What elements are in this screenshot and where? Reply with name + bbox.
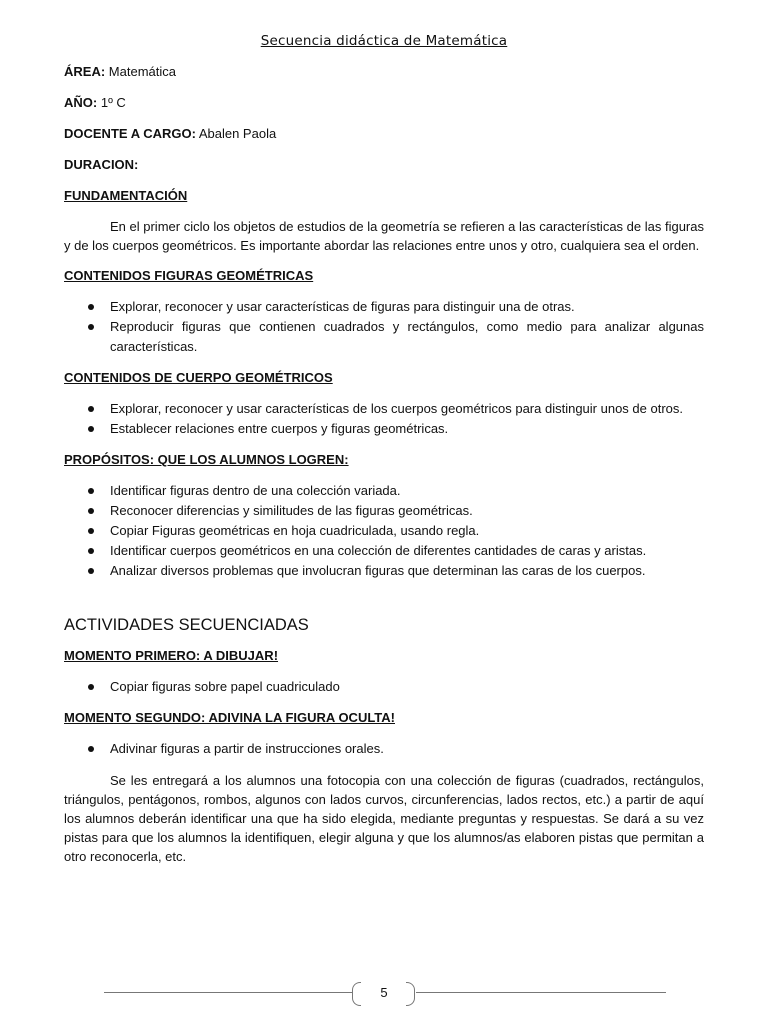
footer-rule-right	[416, 992, 666, 993]
list-item: Explorar, reconocer y usar características de los cuerpos geométricos para distinguir unos de otros.	[64, 399, 704, 419]
list-item: Adivinar figuras a partir de instrucciones orales.	[64, 739, 704, 759]
list-item: Identificar cuerpos geométricos en una colección de diferentes cantidades de caras y aristas.	[64, 541, 704, 561]
area-field	[64, 63, 704, 81]
area-value: Matemática	[108, 64, 176, 79]
contenidos-cuerpos-heading: CONTENIDOS DE CUERPO GEOMÉTRICOS	[64, 370, 333, 385]
momento-segundo-heading: MOMENTO SEGUNDO: ADIVINA LA FIGURA OCULTA!	[64, 710, 395, 725]
actividades-heading: ACTIVIDADES SECUENCIADAS	[64, 616, 309, 634]
fundamentacion-paragraph: En el primer ciclo los objetos de estudios de la geometría se refieren a las características de las figuras y de los cuerpos geométricos. Es importante abordar las relaciones entre unos y otro, cualquiera sea el orden.	[64, 219, 704, 253]
docente-field	[64, 125, 704, 143]
momento-segundo-paragraph: Se les entregará a los alumnos una fotocopia con una colección de figuras (cuadrados, rectángulos, triángulos, pentágonos, rombos, algunos con lados curvos, circunferencias, lados rectos, etc.) a partir de aquí los alumnos deberán identificar una que ha sido elegida, mediante preguntas y respuestas. Se dará a su vez pistas para que los alumnos la identifiquen, elegir alguna y que los alumnos/as elaboren pistas que permitan a otro reconocerla, etc.	[64, 773, 704, 864]
momento-segundo-list	[64, 739, 704, 759]
docente-value: Abalen Paola	[198, 126, 277, 141]
momento-primero-heading: MOMENTO PRIMERO: A DIBUJAR!	[64, 648, 279, 663]
contenidos-figuras-list	[64, 297, 704, 357]
document-body	[64, 30, 704, 878]
list-item: Copiar Figuras geométricas en hoja cuadriculada, usando regla.	[64, 521, 704, 541]
docente-label: DOCENTE A CARGO:	[64, 126, 196, 141]
footer-rule-left	[104, 992, 352, 993]
document-title: Secuencia didáctica de Matemática	[260, 33, 508, 49]
list-item: Reconocer diferencias y similitudes de las figuras geométricas.	[64, 501, 704, 521]
propositos-list	[64, 481, 704, 581]
anio-field	[64, 94, 704, 112]
area-label: ÁREA:	[64, 64, 106, 79]
fundamentacion-heading: FUNDAMENTACIÓN	[64, 188, 188, 203]
list-item: Reproducir figuras que contienen cuadrados y rectángulos, como medio para analizar algunas características.	[64, 317, 704, 357]
anio-value: 1º C	[100, 95, 126, 110]
anio-label: AÑO:	[64, 95, 98, 110]
list-item: Establecer relaciones entre cuerpos y figuras geométricas.	[64, 419, 704, 439]
propositos-heading: PROPÓSITOS: QUE LOS ALUMNOS LOGREN:	[64, 452, 349, 467]
list-item: Identificar figuras dentro de una colección variada.	[64, 481, 704, 501]
duracion-field	[64, 156, 704, 174]
list-item: Analizar diversos problemas que involucran figuras que determinan las caras de los cuerpos.	[64, 561, 704, 581]
contenidos-figuras-heading: CONTENIDOS FIGURAS GEOMÉTRICAS	[64, 268, 314, 283]
page-number: 5	[380, 985, 388, 1000]
contenidos-cuerpos-list	[64, 399, 704, 439]
page-footer	[0, 970, 768, 1014]
list-item: Explorar, reconocer y usar características de figuras para distinguir una de otras.	[64, 297, 704, 317]
duracion-label: DURACION:	[64, 157, 139, 172]
momento-primero-list	[64, 677, 704, 697]
list-item: Copiar figuras sobre papel cuadriculado	[64, 677, 704, 697]
